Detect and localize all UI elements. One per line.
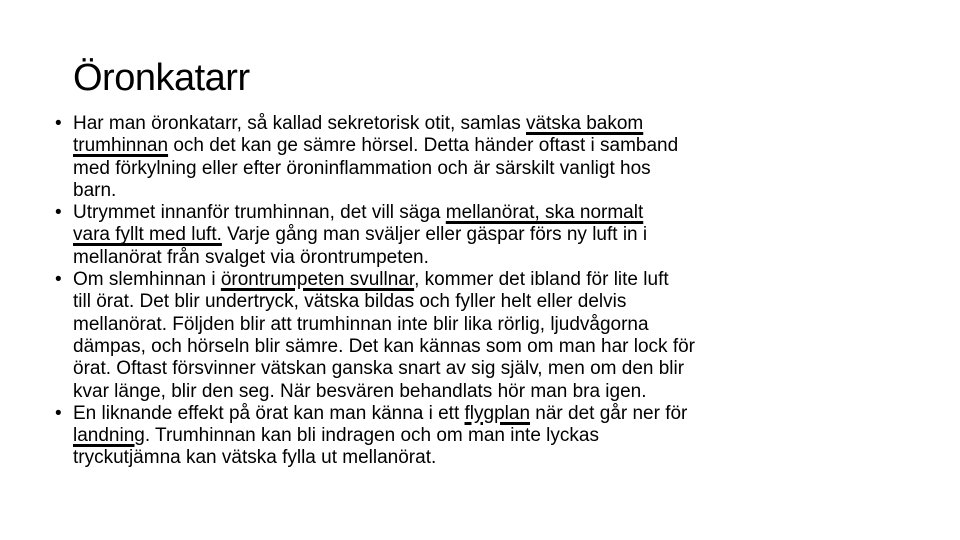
text-segment: Varje gång man sväljer eller gäspar förs ny luft in i [221,224,648,246]
text-segment: mellanörat från svalget via örontrumpeten. [73,246,429,268]
underlined-text: trumhinnan [73,135,169,157]
bullet-line [73,403,945,425]
text-segment: mellanörat. Följden blir att trumhinnan inte blir lika rörlig, ljudvågorna [73,313,649,335]
bullet-marker: • [55,202,62,224]
underlined-text: flygplan [464,402,531,424]
slide-title: Öronkatarr [73,57,250,99]
bullet-item [55,403,945,470]
bullet-marker: • [55,113,62,134]
bullet-line [73,336,945,358]
bullet-line [73,247,945,269]
bullet-line [73,113,945,135]
text-segment: Om slemhinnan i [73,269,221,291]
text-segment: , kommer det ibland för lite luft [414,269,669,291]
bullet-line [73,269,945,291]
bullet-line [73,158,945,180]
bullet-item [55,113,945,202]
text-segment: till örat. Det blir undertryck, vätska bildas och fyller helt eller delvis [73,291,627,313]
bullet-line [73,180,945,202]
bullet-list [55,113,945,470]
bullet-line [73,381,945,403]
bullet-line [73,291,945,313]
text-segment: örat. Oftast försvinner vätskan ganska snart av sig själv, men om den blir [73,358,685,380]
bullet-line [73,314,945,336]
bullet-marker: • [55,269,62,291]
bullet-item [55,269,945,403]
text-segment: och det kan ge sämre hörsel. Detta händer oftast i samband [168,135,679,157]
bullet-line [73,224,945,246]
underlined-text: landning [73,425,145,447]
text-segment: dämpas, och hörseln blir sämre. Det kan kännas som om man har lock för [73,335,695,357]
bullet-marker: • [55,402,62,424]
underlined-text: örontrumpeten svullnar [220,269,415,291]
text-segment: Utrymmet innanför trumhinnan, det vill säga [73,202,446,224]
text-segment: . Trumhinnan kan bli indragen och om man inte lyckas [144,425,599,447]
text-segment: barn. [73,179,117,201]
text-segment: med förkylning eller efter öroninflammation och är särskilt vanligt hos [73,157,651,179]
underlined-text: mellanörat, ska normalt [445,202,644,224]
bullet-line [73,358,945,380]
bullet-line [73,135,945,157]
text-segment: tryckutjämna kan vätska fylla ut mellanörat. [73,447,437,469]
underlined-text: vätska bakom [526,113,644,134]
text-segment: Har man öronkatarr, så kallad sekretorisk otit, samlas [73,113,527,134]
underlined-text: vara fyllt med luft. [73,224,222,246]
bullet-line [73,447,945,469]
text-segment: när det går ner för [530,402,688,424]
text-segment: kvar länge, blir den seg. När besvären behandlats hör man bra igen. [73,380,647,402]
text-segment: En liknande effekt på örat kan man känna i ett [73,402,465,424]
bullet-line [73,425,945,447]
bullet-line [73,202,945,224]
bullet-item [55,202,945,269]
